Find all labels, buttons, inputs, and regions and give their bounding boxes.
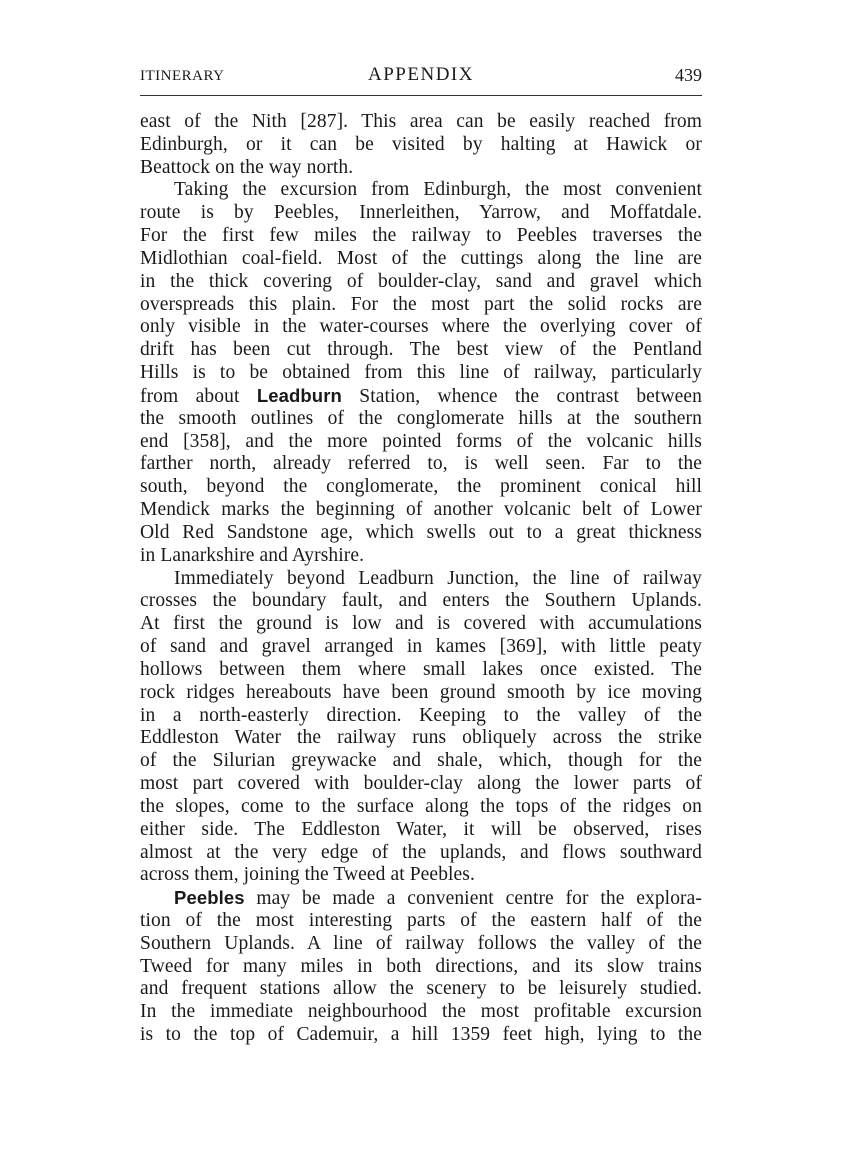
text-line: only visible in the water-courses where the overlying cover of bbox=[140, 316, 702, 338]
text-line: Tweed for many miles in both directions, and its slow trains bbox=[140, 955, 702, 977]
bold-place-name: Leadburn bbox=[256, 384, 342, 406]
text-line: farther north, already referred to, is well seen. Far to the bbox=[140, 453, 702, 475]
text-line bbox=[140, 887, 702, 910]
text-line: Taking the excursion from Edinburgh, the most convenient bbox=[174, 179, 702, 201]
header-rule bbox=[140, 95, 702, 96]
text-segment: Station, whence the contrast between bbox=[341, 385, 702, 407]
text-segment: may be made a convenient centre for the explora- bbox=[244, 888, 702, 910]
text-line: either side. The Eddleston Water, it will be observed, rises bbox=[140, 818, 702, 840]
text-line: almost at the very edge of the uplands, and flows southward bbox=[140, 841, 702, 863]
text-line: of sand and gravel arranged in kames [369], with little peaty bbox=[140, 636, 702, 658]
text-line bbox=[140, 385, 702, 408]
text-line: crosses the boundary fault, and enters the Southern Uplands. bbox=[140, 590, 702, 612]
text-segment: from about bbox=[140, 385, 257, 407]
running-head-section: ITINERARY bbox=[140, 68, 225, 84]
text-line: Midlothian coal-field. Most of the cuttings along the line are bbox=[140, 247, 702, 269]
bold-place-name: Peebles bbox=[174, 887, 245, 909]
text-line: most part covered with boulder-clay along the lower parts of bbox=[140, 773, 702, 795]
text-line: and frequent stations allow the scenery to be leisurely studied. bbox=[140, 978, 702, 1000]
text-line: the slopes, come to the surface along the tops of the ridges on bbox=[140, 795, 702, 817]
text-line: Hills is to be obtained from this line of railway, particularly bbox=[140, 362, 702, 384]
text-line: the smooth outlines of the conglomerate hills at the southern bbox=[140, 407, 702, 429]
text-line: Eddleston Water the railway runs obliquely across the strike bbox=[140, 727, 702, 749]
text-line: rock ridges hereabouts have been ground smooth by ice moving bbox=[140, 681, 702, 703]
text-line: is to the top of Cademuir, a hill 1359 feet high, lying to the bbox=[140, 1024, 702, 1046]
text-line: Immediately beyond Leadburn Junction, the line of railway bbox=[174, 567, 702, 589]
text-line: overspreads this plain. For the most part the solid rocks are bbox=[140, 293, 702, 315]
text-line: Beattock on the way north. bbox=[140, 156, 354, 178]
page-number: 439 bbox=[675, 65, 702, 85]
text-line: Southern Uplands. A line of railway follows the valley of the bbox=[140, 932, 702, 954]
text-line: in a north-easterly direction. Keeping to the valley of the bbox=[140, 704, 702, 726]
running-head-title: APPENDIX bbox=[368, 64, 474, 85]
text-line: At first the ground is low and is covered with accumulations bbox=[140, 613, 702, 635]
text-line: hollows between them where small lakes once existed. The bbox=[140, 658, 702, 680]
text-line: Mendick marks the beginning of another volcanic belt of Lower bbox=[140, 499, 702, 521]
text-line: tion of the most interesting parts of the eastern half of the bbox=[140, 909, 702, 931]
text-line: drift has been cut through. The best view of the Pentland bbox=[140, 339, 702, 361]
text-line: across them, joining the Tweed at Peebles. bbox=[140, 864, 475, 886]
text-line: In the immediate neighbourhood the most profitable excursion bbox=[140, 1001, 702, 1023]
text-line: south, beyond the conglomerate, the prominent conical hill bbox=[140, 476, 702, 498]
text-line: of the Silurian greywacke and shale, which, though for the bbox=[140, 750, 702, 772]
text-line: in the thick covering of boulder-clay, sand and gravel which bbox=[140, 270, 702, 292]
text-line: Edinburgh, or it can be visited by halting at Hawick or bbox=[140, 133, 702, 155]
text-line: For the first few miles the railway to Peebles traverses the bbox=[140, 225, 702, 247]
text-line: Old Red Sandstone age, which swells out to a great thickness bbox=[140, 521, 702, 543]
text-line: in Lanarkshire and Ayrshire. bbox=[140, 544, 365, 566]
text-line: route is by Peebles, Innerleithen, Yarrow, and Moffatdale. bbox=[140, 202, 702, 224]
running-head bbox=[140, 62, 702, 90]
body-text bbox=[140, 111, 702, 1047]
text-line: east of the Nith [287]. This area can be easily reached from bbox=[140, 111, 702, 132]
text-line: end [358], and the more pointed forms of the volcanic hills bbox=[140, 430, 702, 452]
